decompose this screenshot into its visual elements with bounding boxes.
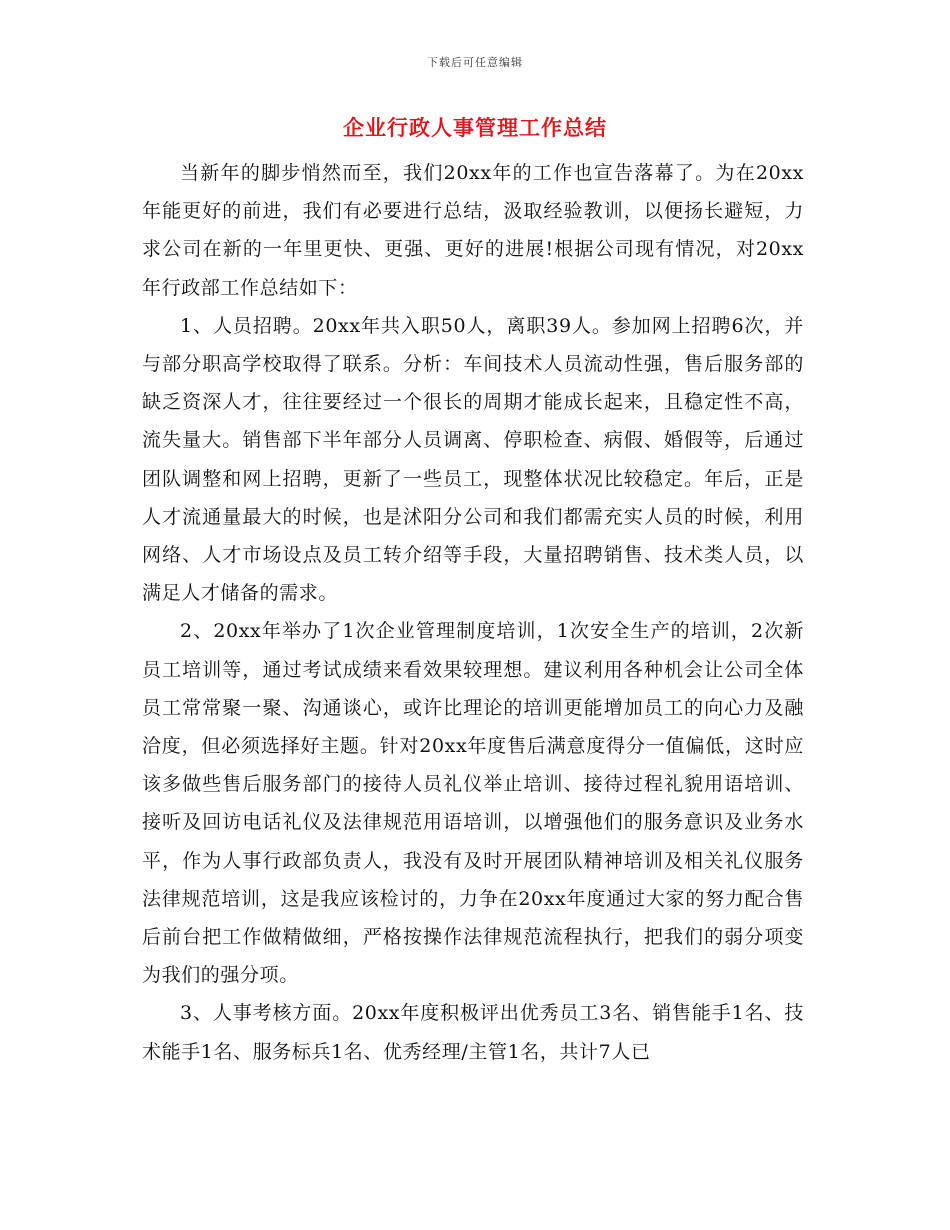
paragraph-recruitment: 1、人员招聘。20xx年共入职50人，离职39人。参加网上招聘6次，并与部分职高学校取得了联系。分析：车间技术人员流动性强，售后服务部的缺乏资深人才，往往要经过一个很长的周期才能成长起来，且稳定性不高，流失量大。销售部下半年部分人员调离、停职检查、病假、婚假等，后通过团队调整和网上招聘，更新了一些员工，现整体状况比较稳定。年后，正是人才流通量最大的时候，也是沭阳分公司和我们都需充实人员的时候，利用网络、人才市场设点及员工转介绍等手段，大量招聘销售、技术类人员，以满足人才储备的需求。 (142, 314, 804, 605)
paragraph-training: 2、20xx年举办了1次企业管理制度培训，1次安全生产的培训，2次新员工培训等，通过考试成绩来看效果较理想。建议利用各种机会让公司全体员工常常聚一聚、沟通谈心，或许比理论的培训更能增加员工的向心力及融洽度，但必须选择好主题。针对20xx年度售后满意度得分一值偏低，这时应该多做些售后服务部门的接待人员礼仪举止培训、接待过程礼貌用语培训、接听及回访电话礼仪及法律规范用语培训，以增强他们的服务意识及业务水平，作为人事行政部负责人，我没有及时开展团队精神培训及相关礼仪服务法律规范培训，这是我应该检讨的，力争在20xx年度通过大家的努力配合售后前台把工作做精做细，严格按操作法律规范流程执行，把我们的弱分项变为我们的强分项。 (142, 620, 804, 987)
document-body (142, 154, 804, 1071)
paragraph-intro: 当新年的脚步悄然而至，我们20xx年的工作也宣告落幕了。为在20xx年能更好的前进，我们有必要进行总结，汲取经验教训，以便扬长避短，力求公司在新的一年里更快、更强、更好的进展!根据公司现有情况，对20xx年行政部工作总结如下： (142, 162, 804, 299)
paragraph-assessment: 3、人事考核方面。20xx年度积极评出优秀员工3名、销售能手1名、技术能手1名、服务标兵1名、优秀经理/主管1名，共计7人已 (142, 1002, 804, 1063)
header-note: 下载后可任意编辑 (427, 56, 523, 69)
document-title: 企业行政人事管理工作总结 (343, 115, 607, 140)
